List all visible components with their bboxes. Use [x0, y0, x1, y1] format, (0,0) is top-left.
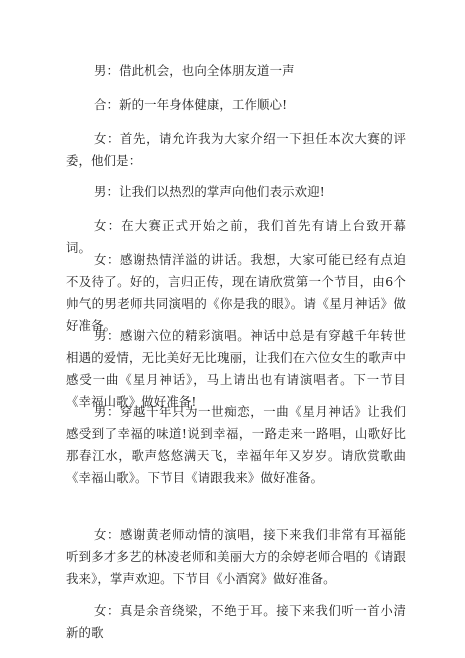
- paragraph-5: 女：在大赛正式开始之前，我们首先有请上台致开幕词。: [66, 218, 406, 255]
- paragraph-3: 女：首先，请允许我为大家介绍一下担任本次大赛的评委，他们是：: [66, 131, 406, 168]
- paragraph-1: 男：借此机会，也向全体朋友道一声: [94, 63, 295, 78]
- paragraph-7: 男：感谢六位的精彩演唱。神话中总是有穿越千年转世相遇的爱情，无比美好无比瑰丽，让我们在六位女生的歌声中感受一曲《星月神话》，马上请出也有请演唱者。下一节目《幸福山歌》做好准备!: [66, 328, 406, 409]
- paragraph-2: 合：新的一年身体健康，工作顺心!: [94, 97, 288, 112]
- paragraph-6: 女：感谢热情洋溢的讲话。我想，大家可能已经有点迫不及待了。好的，言归正传，现在请欣赏第一个节目，由6个帅气的男老师共同演唱的《你是我的眼》。请《星月神话》做好准备。: [66, 252, 406, 333]
- paragraph-4: 男：让我们以热烈的掌声向他们表示欢迎!: [94, 184, 325, 199]
- paragraph-9: 女：感谢黄老师动情的演唱，接下来我们非常有耳福能听到多才多艺的林凌老师和美丽大方的余婷老师合唱的《请跟我来》，掌声欢迎。下节目《小酒窝》做好准备。: [66, 527, 406, 586]
- paragraph-10: 女：真是余音绕梁，不绝于耳。接下来我们听一首小清新的歌: [66, 603, 406, 640]
- paragraph-8: 男：穿越千年只为一世痴恋，一曲《星月神话》让我们感受到了幸福的味道!说到幸福，一路走来一路唱，山歌好比那春江水，歌声悠悠满天飞，幸福年年又岁岁。请欣赏歌曲《幸福山歌》。下节目《请跟我来》做好准备。: [66, 404, 406, 485]
